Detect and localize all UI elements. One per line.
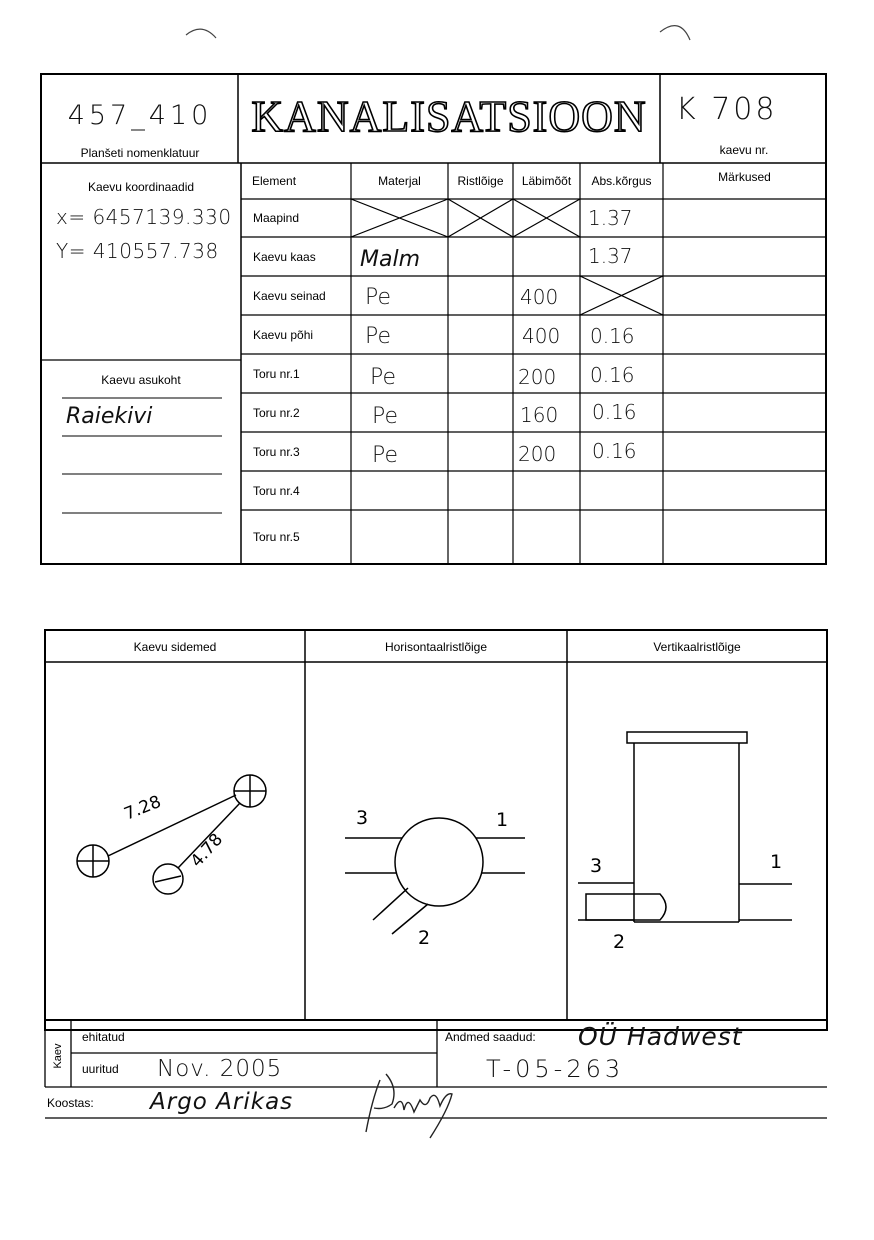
row-element-5: Toru nr.1 — [253, 366, 300, 381]
coordinates-label: Kaevu koordinaadid — [87, 180, 195, 194]
row-abs-height-4: 0.16 — [590, 324, 635, 348]
col-header-abs-height: Abs.kõrgus — [591, 174, 652, 188]
measured-label: uuritud — [82, 1062, 119, 1076]
horizontal-section-label: Horisontaalristlõige — [384, 640, 488, 654]
data-from-value: OÜ Hadwest — [578, 1022, 743, 1051]
vertical-section-sketch — [578, 732, 792, 922]
x-coordinate: x= 6457139.330 — [56, 205, 232, 229]
row-element-6: Toru nr.2 — [253, 405, 300, 420]
measured-value: Nov. 2005 — [157, 1056, 283, 1082]
row-diameter-7: 200 — [518, 442, 557, 466]
restored-label: ehitatud — [82, 1030, 125, 1044]
y-coordinate: Y= 410557.738 — [56, 239, 219, 263]
vertical-pipe-3-label: 3 — [590, 855, 603, 877]
horizontal-pipe-3-label: 3 — [356, 807, 369, 829]
data-from-label: Andmed saadud: — [445, 1030, 536, 1044]
col-header-element: Element — [252, 174, 297, 188]
row-element-2: Kaevu kaas — [253, 249, 316, 264]
footer-section — [0, 1020, 874, 1150]
row-diameter-3: 400 — [520, 285, 559, 309]
col-header-notes: Märkused — [718, 170, 771, 184]
row-element-3: Kaevu seinad — [253, 288, 326, 303]
row-abs-height-5: 0.16 — [590, 363, 635, 387]
vertical-section-label: Vertikaalristlõige — [653, 640, 741, 654]
compiled-label: Koostas: — [47, 1096, 94, 1110]
row-diameter-5: 200 — [518, 365, 557, 389]
row-abs-height-7: 0.16 — [592, 439, 637, 463]
row-element-4: Kaevu põhi — [253, 327, 314, 342]
horizontal-section-sketch — [345, 818, 525, 934]
location-line-1: Raiekivi — [66, 404, 153, 429]
footer-side-label: Kaev — [52, 1043, 64, 1069]
connections-sketch — [77, 775, 266, 894]
data-from-reference: T-05-263 — [486, 1055, 625, 1083]
top-form-lines — [0, 0, 874, 580]
top-form-section — [0, 0, 874, 580]
compiled-value: Argo Arikas — [150, 1089, 294, 1115]
manhole-number: K 708 — [676, 92, 778, 127]
row-element-9: Toru nr.5 — [253, 530, 300, 544]
row-abs-height-6: 0.16 — [592, 400, 637, 424]
plansheet-label: Planšeti nomenklatuur — [80, 146, 200, 160]
form-title: KANALISATSIOON — [251, 92, 647, 141]
row-element-1: Maapind — [253, 211, 300, 225]
row-material-3: Pe — [365, 284, 392, 310]
signature — [366, 1074, 452, 1138]
horizontal-pipe-1-label: 1 — [496, 809, 509, 831]
col-header-material: Materjal — [378, 174, 421, 188]
location-label: Kaevu asukoht — [101, 373, 181, 387]
row-material-4: Pe — [365, 323, 392, 349]
distance-2-label: 4.78 — [186, 829, 228, 872]
col-header-cross-section: Ristlõige — [457, 174, 504, 188]
horizontal-pipe-2-label: 2 — [418, 927, 431, 949]
manhole-number-label: kaevu nr. — [719, 143, 769, 157]
row-diameter-4: 400 — [522, 324, 561, 348]
vertical-pipe-1-label: 1 — [770, 851, 783, 873]
row-material-6: Pe — [372, 403, 399, 429]
vertical-pipe-2-label: 2 — [613, 931, 626, 953]
row-element-7: Toru nr.3 — [253, 444, 300, 459]
row-material-5: Pe — [370, 364, 397, 390]
row-diameter-6: 160 — [520, 403, 559, 427]
row-material-2: Malm — [360, 246, 421, 272]
row-abs-height-2: 1.37 — [588, 244, 633, 268]
row-element-8: Toru nr.4 — [253, 483, 300, 498]
col-header-diameter: Läbimõõt — [521, 174, 572, 188]
connections-label: Kaevu sidemed — [133, 640, 217, 654]
distance-1-label: 7.28 — [121, 791, 164, 825]
row-abs-height-1: 1.37 — [588, 206, 633, 230]
row-material-7: Pe — [372, 442, 399, 468]
plansheet-number: 457_410 — [67, 100, 213, 131]
